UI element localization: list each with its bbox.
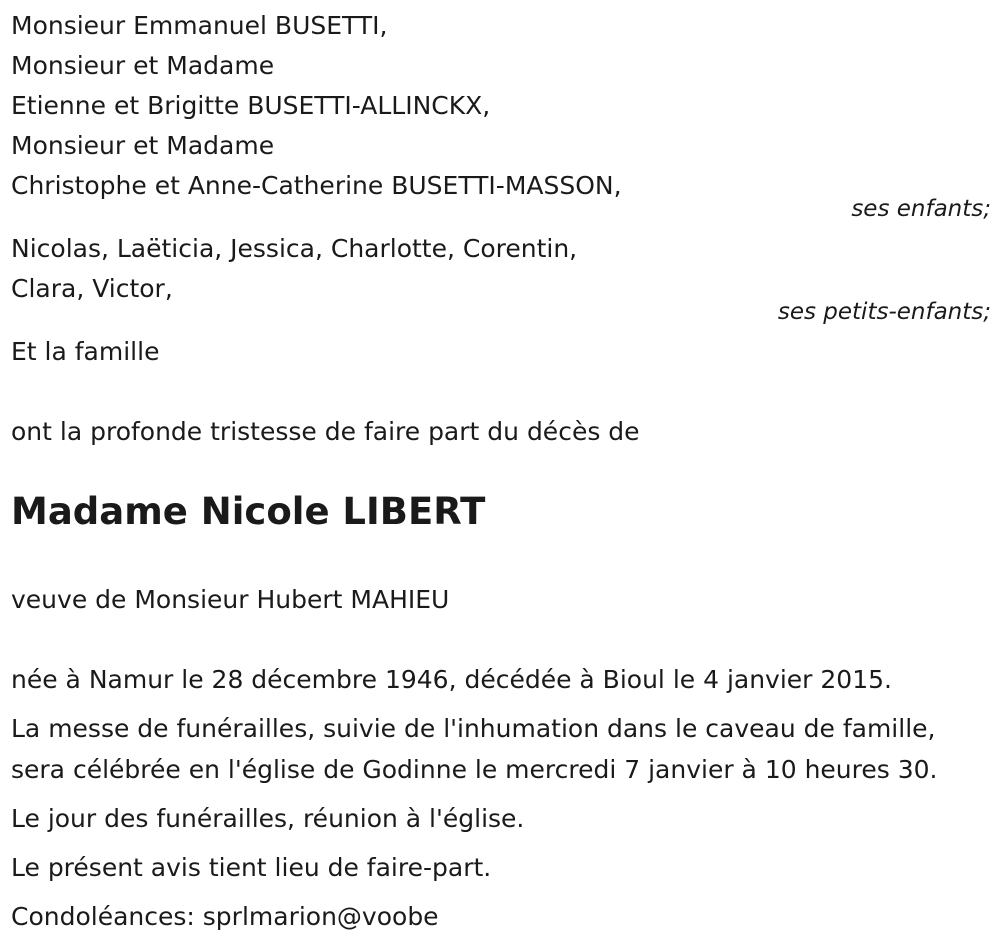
notice-line: Le présent avis tient lieu de faire-part.	[11, 853, 492, 882]
funeral-line-1: La messe de funérailles, suivie de l'inhumation dans le caveau de famille,	[11, 714, 936, 743]
announcement: ont la profonde tristesse de faire part du décès de	[11, 417, 640, 446]
condolences-line: Condoléances: sprlmarion@voobe	[11, 902, 439, 931]
gathering-line: Le jour des funérailles, réunion à l'église.	[11, 804, 525, 833]
grandchild-line-2: Clara, Victor,	[11, 274, 173, 303]
child-line-4: Monsieur et Madame	[11, 131, 275, 160]
child-line-5: Christophe et Anne-Catherine BUSETTI-MASSON,	[11, 171, 622, 200]
children-role: ses enfants;	[851, 196, 991, 222]
child-line-1: Monsieur Emmanuel BUSETTI,	[11, 11, 388, 40]
child-line-2: Monsieur et Madame	[11, 51, 275, 80]
birth-death: née à Namur le 28 décembre 1946, décédée à Bioul le 4 janvier 2015.	[11, 665, 892, 694]
grandchild-line-1: Nicolas, Laëticia, Jessica, Charlotte, Corentin,	[11, 234, 578, 263]
widow-of: veuve de Monsieur Hubert MAHIEU	[11, 585, 450, 614]
grandchildren-role: ses petits-enfants;	[777, 299, 991, 325]
child-line-3: Etienne et Brigitte BUSETTI-ALLINCKX,	[11, 91, 491, 120]
family-line: Et la famille	[11, 337, 160, 366]
deceased-name: Madame Nicole LIBERT	[11, 490, 486, 533]
funeral-line-2: sera célébrée en l'église de Godinne le mercredi 7 janvier à 10 heures 30.	[11, 755, 938, 784]
